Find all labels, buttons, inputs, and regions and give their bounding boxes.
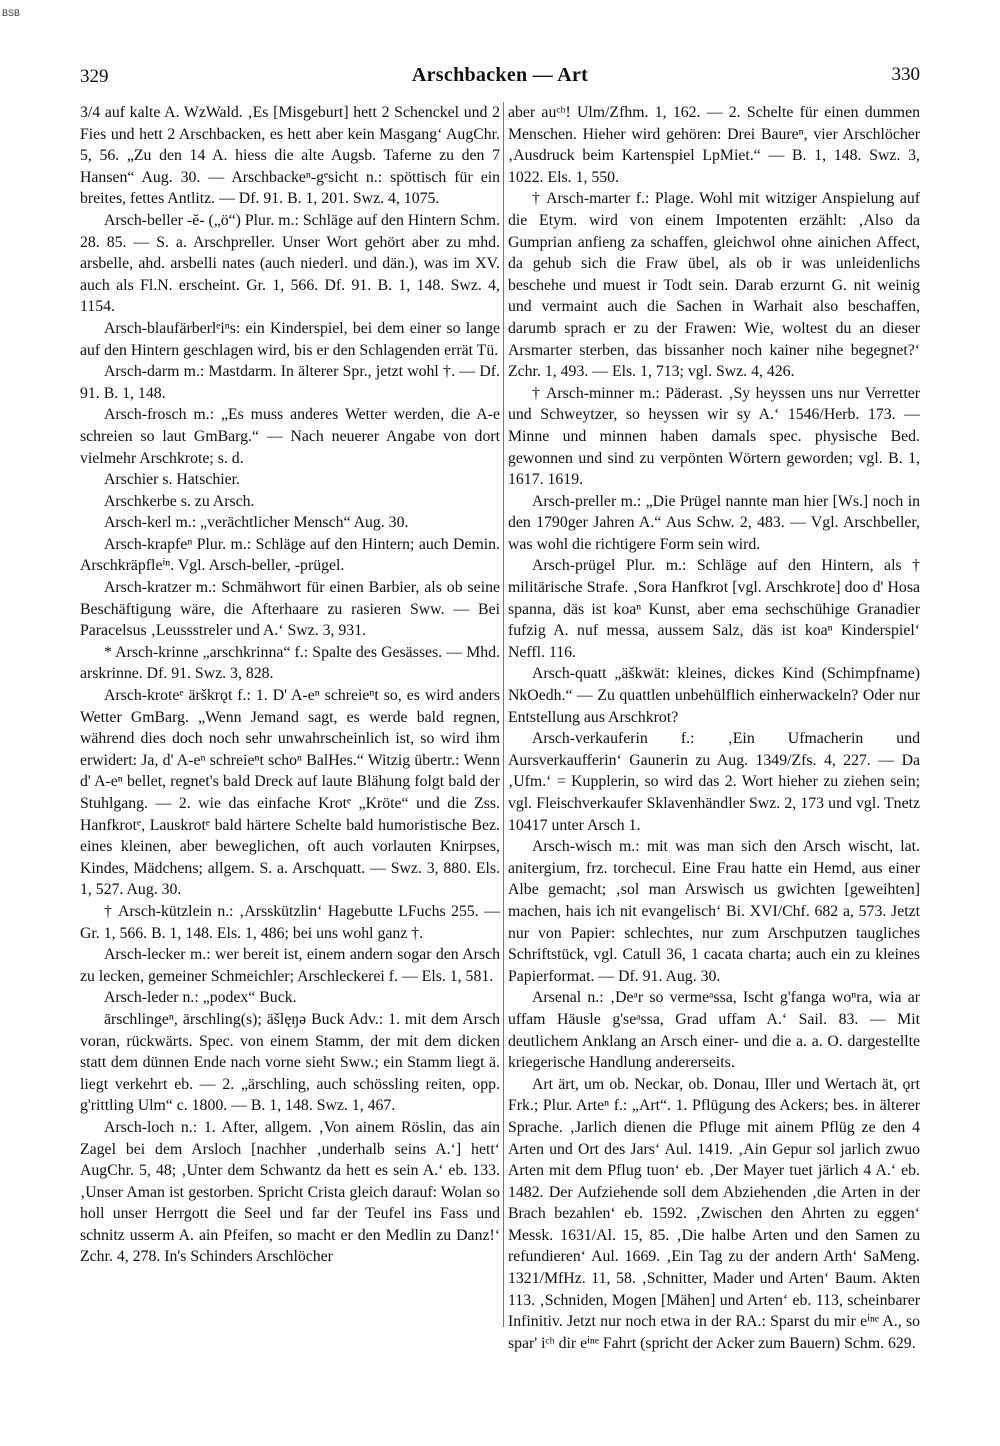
library-stamp: BSB — [2, 8, 21, 18]
entry-arsch-kerl: Arsch-kerl m.: „verächtlicher Mensch“ Aug. 30. — [104, 514, 409, 532]
entry-arsch-lecker: Arsch-lecker m.: wer bereit ist, einem andern sogar den Arsch zu lecken, gemeiner Schmeichler; Arschleckerei f. — Els. 1, 581. — [80, 946, 500, 985]
entry-paragraph: 3/4 auf kalte A. WzWald. ‚Es [Misgeburt] hett 2 Schenckel und 2 Fies und hett 2 Arschbacken, es hett aber kein Masgang‘ AugChr. 5, 56. „Zu den 14 A. hiess die alte Augsb. Taferne zu den 7 Hansen“ Aug. 30. — Arschbackeⁿ-gᵉsicht n.: spöttisch für ein breites, fettes Antlitz. — Df. 91. B. 1, 201. Swz. 4, 1075. — [80, 104, 500, 208]
entry-arsch-blaufaerberlein: Arsch-blaufärberlᵉiⁿs: ein Kinderspiel, bei dem einer so lange auf den Hintern geschlagen wird, bis er den Schlagenden errät Tü. — [80, 319, 500, 359]
entry-arsch-leder: Arsch-leder n.: „podex“ Buck. — [104, 989, 297, 1007]
running-title: Arschbacken — Art — [411, 64, 589, 86]
entry-continuation: aber auᶜʰ! Ulm/Zfhm. 1, 162. — 2. Schelte für einen dummen Menschen. Hieher wird gehören: Drei Baureⁿ, vier Arschlöcher ‚Ausdruck beim Kartenspiel LpMiet.“ — B. 1, 148. Swz. 3, 1022. Els. 1, 550. — [508, 104, 920, 186]
page-number-right: 330 — [891, 64, 920, 85]
entry-arsch-marter: † Arsch-marter f.: Plage. Wohl mit witziger Anspielung auf die Etym. wird von einem Impotenten erzählt: ‚Also da Gumprian anfieng za schaffen, gleichwol ohne ainichen Affect, da gehub sich die Fraw übel, als ob ir was unleidenlichs beschehe und muest ir Todt sein. Darab erzurnt G. nit weinig und vermaint auch die Sachen in Warhait also beschaffen, darumb sprach er zu der Frawen: Wie, woltest du an dieser Arsmarter sterben, das bissanher noch kainer nihe begegnet?‘ Zchr. 1, 493. — Els. 1, 713; vgl. Swz. 4, 426. — [508, 190, 920, 381]
page-header — [80, 64, 920, 94]
entry-arsch-pruegel: Arsch-prügel Plur. m.: Schläge auf den Hintern, als † militärische Strafe. ‚Sora Hanfkrot [vgl. Arschkrote] doo d' Hosa spanna, däs ist koaⁿ Kunst, aber ema sechschühige Granadier fufzig A. nuf messa, aussem Salz, däs ist koaⁿ Kinderspiel‘ Neffl. 116. — [508, 557, 920, 661]
entry-arsch-krote: Arsch-kroteᵉ ärškrǫt f.: 1. D' A-eⁿ schreieⁿt so, es wird anders Wetter GmBarg. „Wenn Jemand sagt, es werde bald regnen, während dies doch noch sehr unwahrscheinlich ist, so wird ihm erwidert: Ja, d' A-eⁿ schreieⁿt schoⁿ BalHes.“ Witzig übertr.: Wenn d' A-eⁿ bellet, regnet's bald Dreck auf laute Blähung folgt bald der Stuhlgang. — 2. wie das einfache Krotᵉ „Kröte“ und die Zss. Hanfkrotᵉ, Lauskrotᵉ bald härtere Schelte bald humoristische Bez. eines kleinen, aber beweglichen, oft auch vorlauten Knirpses, Kindes, Mädchens; allgem. S. a. Arschquatt. — Swz. 3, 880. Els. 1, 527. Aug. 30. — [80, 687, 500, 899]
entry-aerschlingen: ärschlingeⁿ, ärschling(s); äšlęŋə Buck Adv.: 1. mit dem Arsch voran, rückwärts. Spec. von einem Stamm, der mit dem dicken statt dem dünnen Ende nach vorne sieht Sww.; ein Stamm liegt ä. liegt verkehrt eb. — 2. „ärschling, auch schössling reiten, opp. g'rittling Ulm“ c. 1800. — B. 1, 148. Swz. 1, 467. — [80, 1010, 500, 1115]
entry-arschkerbe: Arschkerbe s. zu Arsch. — [104, 492, 255, 510]
left-column — [80, 102, 500, 1268]
entry-art: Art ärt, um ob. Neckar, ob. Donau, Iller und Wertach ät, ǫrt Frk.; Plur. Arteⁿ f.: „Art“. 1. Pflügung des Ackers; bes. in älterer Sprache. ‚Jarlich dienen die Pfluge mit ainem Pflüg ze den 4 Arten und Ort des Jars‘ Aul. 1419. ‚Ain Gepur sol jarlich zwuo Arten mit dem Pflug tuon‘ eb. ‚Der Mayer tuet järlich 4 A.‘ eb. 1482. Der Aufziehende soll dem Abziehenden ‚die Arten in der Brach bezahlen‘ eb. 1592. ‚Zwischen den Ahrten zu eggen‘ Messk. 1631/Al. 15, 85. ‚Die halbe Arten und den Samen zu refundieren‘ Aul. 1669. ‚Ein Tag zu der andern Arth‘ SaMeng. 1321/MfHz. 11, 58. ‚Schnitter, Mader und Arten‘ Baum. Akten 113. ‚Schniden, Mogen [Mähen] und Arten‘ eb. 113, scheinbarer Infinitiv. Jetzt nur noch etwa in der RA.: Sparst du mir eⁱⁿᵉ A., so spar' iᶜʰ dir eⁱⁿᵉ Fahrt (spricht der Acker zum Bauern) Schm. 629. — [508, 1075, 920, 1352]
entry-arsch-kratzer: Arsch-kratzer m.: Schmähwort für einen Barbier, als ob seine Beschäftigung wäre, die Afterhaare zu rasieren Sww. — Bei Paracelsus ‚Leussstreler und A.‘ Swz. 3, 931. — [80, 579, 500, 640]
entry-arsch-wisch: Arsch-wisch m.: mit was man sich den Arsch wischt, lat. anitergium, frz. torchecul. Eine Frau hatte ein Hemd, aus einer Albe gemacht; ‚sol man Arswisch us gwichten [geweihten] machen, hais ich nit evangelisch‘ Bi. XVI/Chf. 682 a, 573. Jetzt nur von Papier: schlechtes, nur zum Arschputzen taugliches Schriftstück, vgl. Catull 36, 1 cacata charta; auch ein zu kleines Papierformat. — Df. 91. Aug. 30. — [508, 838, 920, 985]
column-divider — [503, 102, 504, 1327]
entry-arsch-quatt: Arsch-quatt „äškwät: kleines, dickes Kind (Schimpfname) NkOedh.“ — Zu quattlen unbehülflich einherwackeln? Oder nur Entstellung aus Arschkrot? — [508, 665, 920, 726]
entry-arsch-minner: † Arsch-minner m.: Päderast. ‚Sy heyssen uns nur Verretter und Schweytzer, so heyssen wir sy A.‘ 1546/Herb. 173. — Minne und minnen haben damals spec. physische Bed. gewonnen und sind zu verpönten Wörtern geworden; vgl. B. 1, 1617. 1619. — [508, 384, 920, 489]
right-column — [508, 102, 920, 1354]
entry-arsch-preller: Arsch-preller m.: „Die Prügel nannte man hier [Ws.] noch in den 1790ger Jahren A.“ Aus Schw. 2, 483. — Vgl. Arschbeller, was wohl die richtigere Form sein wird. — [508, 492, 920, 553]
entry-arsch-krapfen: Arsch-krapfeⁿ Plur. m.: Schläge auf den Hintern; auch Demin. Arschkräpfleⁱⁿ. Vgl. Arsch-beller, -prügel. — [80, 535, 500, 575]
entry-arsch-darm: Arsch-darm m.: Mastdarm. In älterer Spr., jetzt wohl †. — Df. 91. B. 1, 148. — [80, 363, 500, 402]
entry-arsch-kuetzlein: † Arsch-kützlein n.: ‚Arsskützlin‘ Hagebutte LFuchs 255. — Gr. 1, 566. B. 1, 148. Els. 1, 486; bei uns wohl ganz †. — [80, 902, 500, 942]
entry-arsch-verkauferin: Arsch-verkauferin f.: ‚Ein Ufmacherin und Aursverkaufferin‘ Gaunerin zu Aug. 1349/Zfs. 4, 227. — Da ‚Ufm.‘ = Kupplerin, so wird das 2. Wort hieher zu ziehen sein; vgl. Fleischverkaufer Sklavenhändler Swz. 2, 173 und vgl. Tnetz 10417 unter Arsch 1. — [508, 730, 920, 834]
page-number-left: 329 — [80, 66, 109, 87]
entry-arsch-krinne: * Arsch-krinne „arschkrinna“ f.: Spalte des Gesässes. — Mhd. arskrinne. Df. 91. Swz. 3, 828. — [80, 643, 500, 683]
entry-arsenal: Arsenal n.: ‚Deᵃr so vermeᵃssa, Ischt g'fanga woⁿra, wia ar uffam Häusle g'seᵃssa, Grad uffam A.‘ Sail. 83. — Mit deutlichem Anklang an Arsch einer- und die a. a. O. dargestellte kriegerische Handlung andererseits. — [508, 989, 920, 1072]
entry-arsch-beller: Arsch-beller -ĕ- („ö“) Plur. m.: Schläge auf den Hintern Schm. 28. 85. — S. a. Arschpreller. Unser Wort gehört aber zu mhd. arsbelle, ahd. arsbelli nates (auch niederl. und dän.), was im XV. auch als Fl.N. erscheint. Gr. 1, 566. Df. 91. B. 1, 148. Swz. 4, 1154. — [80, 211, 500, 316]
entry-arschier: Arschier s. Hatschier. — [104, 471, 240, 489]
entry-arsch-loch: Arsch-loch n.: 1. After, allgem. ‚Von ainem Röslin, das ain Zagel bei dem Arsloch [nachher ‚underhalb seins A.‘] hett‘ AugChr. 5, 48; ‚Unter dem Schwantz da hett es sein A.‘ eb. 133. ‚Unser Aman ist gestorben. Spricht Crista gleich darauf: Wolan so holl unser Herrgott die Seel und far der Teufel ins Fass und schnitz usserm A. ain Pfeifen, so macht er den Medlin zu Danz!‘ Zchr. 4, 278. In's Schinders Arschlöcher — [80, 1118, 500, 1266]
entry-arsch-frosch: Arsch-frosch m.: „Es muss anderes Wetter werden, die A-e schreien so laut GmBarg.“ — Nach neuerer Angabe von dort vielmehr Arschkrote; s. d. — [80, 406, 500, 467]
